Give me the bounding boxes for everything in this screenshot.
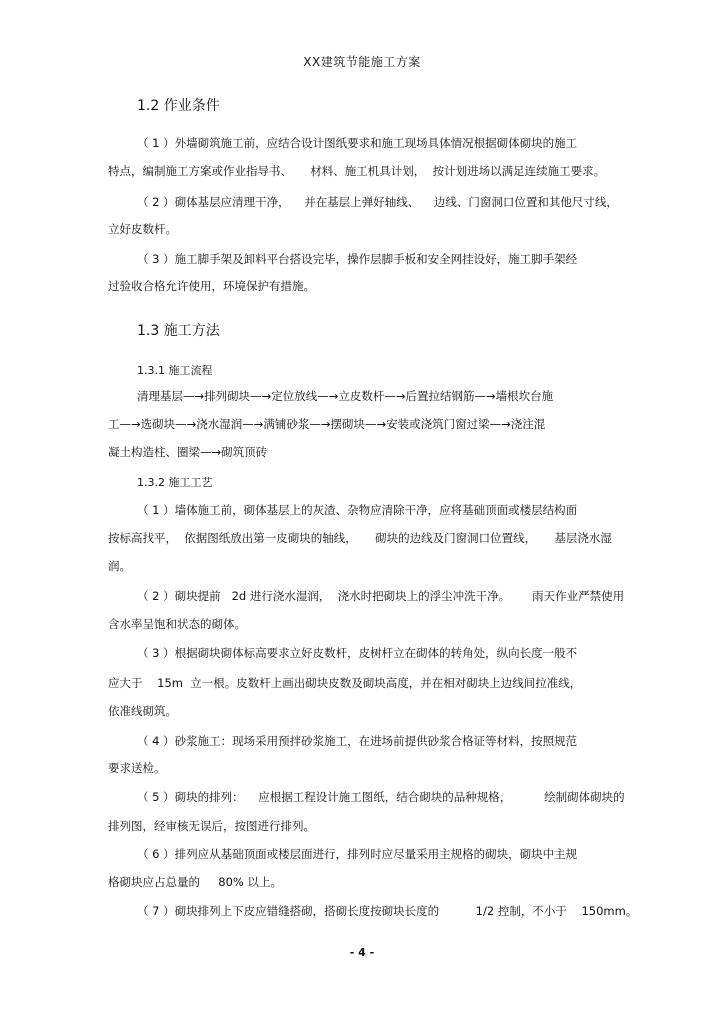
paragraph-line: 排列图，经审核无误后，按图进行排列。: [108, 819, 315, 833]
paragraph-line: 特点，编制施工方案或作业指导书、 材料、施工机具计划， 按计划进场以满足连续施工要求。: [108, 164, 606, 178]
flow-line: 工—→选砌块—→浇水湿润—→满铺砂浆—→摆砌块—→安装或浇筑门窗过梁—→浇注混: [108, 417, 546, 431]
paragraph-line: 依准线砌筑。: [108, 704, 177, 718]
paragraph-line: 含水率呈饱和状态的砌体。: [108, 617, 246, 631]
page-number: - 4 -: [349, 946, 375, 959]
flow-line: 凝土构造柱、圈梁—→砌筑顶砖: [108, 445, 268, 459]
section-1-3-heading: 1.3 施工方法: [137, 323, 220, 339]
paragraph-line: （ 1 ）墙体施工前，砌体基层上的灰渣、杂物应清除干净，应将基础顶面或楼层结构面: [137, 503, 578, 517]
paragraph-line: （ 6 ）排列应从基础顶面或楼层面进行，排列时应尽量采用主规格的砌块，砌块中主规: [137, 847, 578, 861]
paragraph-line: 立好皮数杆。: [108, 222, 177, 236]
paragraph-line: （ 4 ）砂浆施工：现场采用预拌砂浆施工，在进场前提供砂浆合格证等材料，按照规范: [137, 734, 578, 748]
paragraph-line: 按标高找平， 依据图纸放出第一皮砌块的轴线， 砌块的边线及门窗洞口位置线， 基层浇水湿: [108, 531, 612, 545]
paragraph-line: （ 5 ）砌块的排列： 应根据工程设计施工图纸，结合砌块的品种规格， 绘制砌体砌块的: [137, 790, 625, 804]
paragraph-line: 格砌块应占总量的 80% 以上。: [108, 875, 282, 889]
page-header-title: XX建筑节能施工方案: [303, 55, 421, 69]
paragraph-line: （ 3 ）根据砌块砌体标高要求立好皮数杆，皮树杆立在砌体的转角处，纵向长度一般不: [137, 646, 578, 660]
paragraph-line: （ 7 ）砌块排列上下皮应错缝搭砌，搭砌长度按砌块长度的 1/2 控制，不小于 150mm。: [137, 904, 638, 918]
paragraph-line: 润。: [108, 559, 131, 573]
section-1-2-heading: 1.2 作业条件: [137, 98, 220, 114]
flow-line: 清理基层—→排列砌块—→定位放线—→立皮数杆—→后置拉结钢筋—→墙根坎台施: [137, 389, 554, 403]
paragraph-line: （ 2 ）砌体基层应清理干净， 并在基层上弹好轴线、 边线、门窗洞口位置和其他尺寸线，: [137, 195, 618, 209]
paragraph-line: （ 1 ）外墙砌筑施工前，应结合设计图纸要求和施工现场具体情况根据砌体砌块的施工: [137, 136, 578, 150]
paragraph-line: （ 2 ）砌块提前 2d 进行浇水湿润， 浇水时把砌块上的浮尘冲洗干净。 雨天作业严禁使用: [137, 589, 625, 603]
subsection-1-3-2-heading: 1.3.2 施工工艺: [137, 476, 213, 489]
paragraph-line: 过验收合格允许使用，环境保护有措施。: [108, 279, 315, 293]
paragraph-line: 应大于 15m 立一根。皮数杆上画出砌块皮数及砌块高度，并在相对砌块上边线间拉准线，: [108, 676, 582, 690]
subsection-1-3-1-heading: 1.3.1 施工流程: [137, 364, 213, 377]
paragraph-line: 要求送检。: [108, 761, 166, 775]
paragraph-line: （ 3 ）施工脚手架及卸料平台搭设完毕，操作层脚手板和安全网挂设好，施工脚手架经: [137, 252, 578, 266]
